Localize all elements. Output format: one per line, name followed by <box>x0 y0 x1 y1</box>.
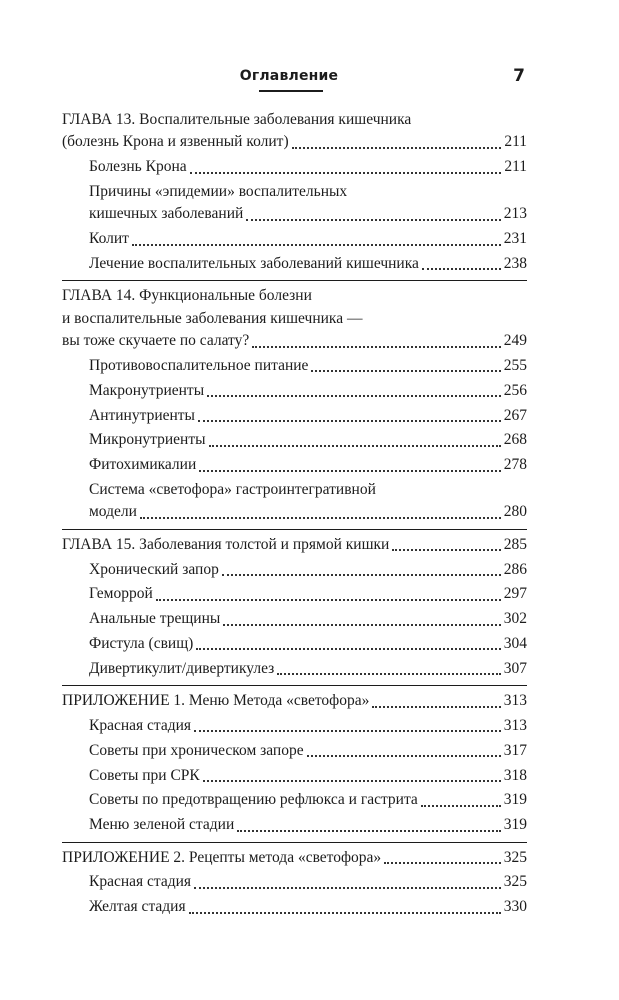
chapter-title: ГЛАВА 14. Функциональные болезни и воспалительные заболевания кишечника — <box>62 287 363 327</box>
dot-leader <box>311 369 500 372</box>
section-title: Антинутриенты <box>89 406 195 424</box>
page-ref: 267 <box>503 406 527 424</box>
section-title: Противовоспалительное питание <box>89 357 309 375</box>
page-ref: 297 <box>503 585 527 603</box>
dot-leader <box>372 705 500 708</box>
page-ref: 319 <box>503 791 527 809</box>
page-ref: 249 <box>503 332 527 350</box>
section-entry[interactable] <box>62 405 527 427</box>
section-title-line: Причины «эпидемии» воспалительных <box>89 183 348 200</box>
page-title: Оглавление <box>239 68 339 84</box>
page-ref: 231 <box>503 230 527 248</box>
page-ref: 313 <box>503 717 527 734</box>
page-ref: 330 <box>503 898 527 916</box>
dot-leader <box>252 345 501 348</box>
section-title: Микронутриенты <box>89 431 206 449</box>
page-ref: 325 <box>503 848 527 866</box>
page-ref: 255 <box>503 357 527 375</box>
section-title: Колит <box>89 230 129 248</box>
dot-leader <box>140 516 501 519</box>
page-ref: 211 <box>504 133 527 151</box>
section-entry[interactable] <box>62 814 527 836</box>
toc-chapter <box>62 685 527 838</box>
dot-leader <box>307 754 501 757</box>
toc-chapter <box>62 280 527 525</box>
section-entry[interactable] <box>62 633 527 655</box>
section-entry[interactable] <box>62 871 527 893</box>
page-ref: 280 <box>503 503 527 521</box>
dot-leader <box>199 469 500 472</box>
toc-chapter <box>62 842 527 921</box>
chapter-title-last-line: вы тоже скучаете по салату? <box>62 332 250 350</box>
section-entry[interactable] <box>62 429 527 451</box>
section-entry[interactable] <box>62 740 527 762</box>
dot-leader <box>209 444 501 447</box>
section-entry[interactable] <box>62 559 527 581</box>
page-ref: 319 <box>503 816 527 834</box>
page-ref: 256 <box>503 381 527 399</box>
dot-leader <box>190 171 502 174</box>
page-ref: 304 <box>503 635 527 652</box>
chapter-entry[interactable] <box>62 847 527 869</box>
page-ref: 286 <box>503 560 527 578</box>
section-entry[interactable] <box>62 454 527 476</box>
dot-leader <box>277 672 500 675</box>
page-ref: 268 <box>503 431 527 449</box>
dot-leader <box>194 886 501 889</box>
page-ref: 313 <box>503 692 527 710</box>
chapter-title-last-line: (болезнь Крона и язвенный колит) <box>62 133 289 151</box>
page-ref: 302 <box>503 610 527 628</box>
dot-leader <box>132 243 501 246</box>
section-title: Красная стадия <box>89 873 192 891</box>
dot-leader <box>196 647 500 650</box>
dot-leader <box>222 573 501 576</box>
section-title: Геморрой <box>89 585 153 603</box>
page-ref: 278 <box>503 456 527 474</box>
section-title: Хронический запор <box>89 560 219 578</box>
table-of-contents <box>62 107 527 921</box>
toc-chapter <box>62 107 527 277</box>
section-entry[interactable] <box>62 789 527 811</box>
chapter-entry[interactable] <box>62 131 527 153</box>
page-ref: 325 <box>503 873 527 891</box>
page-ref: 307 <box>503 659 527 677</box>
chapter-title: ГЛАВА 13. Воспалительные заболевания кишечника <box>62 111 412 128</box>
dot-leader <box>237 829 501 832</box>
section-entry[interactable] <box>62 583 527 605</box>
page-ref: 318 <box>503 766 527 784</box>
dot-leader <box>156 598 501 601</box>
dot-leader <box>384 861 501 864</box>
toc-chapter <box>62 529 527 682</box>
chapter-entry[interactable] <box>62 330 527 352</box>
section-title: Болезнь Крона <box>89 158 187 176</box>
page-ref: 238 <box>503 255 527 272</box>
section-entry[interactable] <box>62 203 527 225</box>
page-ref: 317 <box>503 741 527 759</box>
page-header <box>0 62 619 102</box>
dot-leader <box>421 804 501 807</box>
dot-leader <box>292 146 502 149</box>
section-title: Советы по предотвращению рефлюкса и гастрита <box>89 791 418 809</box>
dot-leader <box>198 419 501 422</box>
chapter-title-last-line: ПРИЛОЖЕНИЕ 1. Меню Метода «светофора» <box>62 692 370 710</box>
section-title-first-line <box>62 181 527 203</box>
dot-leader <box>189 911 501 914</box>
section-title-line: Система «светофора» гастроинтегративной <box>89 481 376 498</box>
chapter-entry[interactable] <box>62 690 527 712</box>
section-title: кишечных заболеваний <box>89 205 244 223</box>
section-title: Анальные трещины <box>89 610 221 628</box>
page-number: 7 <box>513 66 525 86</box>
dot-leader <box>422 267 501 270</box>
dot-leader <box>207 394 501 397</box>
section-entry[interactable] <box>62 608 527 630</box>
section-entry[interactable] <box>62 228 527 250</box>
section-entry[interactable] <box>62 355 527 377</box>
dot-leader <box>246 218 500 221</box>
section-title: Лечение воспалительных заболеваний кишечника <box>89 255 419 272</box>
dot-leader <box>194 729 501 732</box>
dot-leader <box>223 623 500 626</box>
chapter-title-last-line: ГЛАВА 15. Заболевания толстой и прямой кишки <box>62 535 390 553</box>
section-entry[interactable] <box>62 715 527 737</box>
chapter-title-last-line: ПРИЛОЖЕНИЕ 2. Рецепты метода «светофора» <box>62 848 382 866</box>
section-entry[interactable] <box>62 253 527 275</box>
chapter-entry[interactable] <box>62 534 527 556</box>
section-title: Фитохимикалии <box>89 456 197 474</box>
section-entry[interactable] <box>62 765 527 787</box>
title-underline <box>259 90 323 92</box>
section-entry[interactable] <box>62 896 527 918</box>
section-title: Меню зеленой стадии <box>89 816 235 834</box>
section-title: Красная стадия <box>89 717 192 734</box>
section-title-first-line <box>62 479 527 501</box>
dot-leader <box>392 548 500 551</box>
section-title: Дивертикулит/дивертикулез <box>89 659 275 677</box>
section-title: Макронутриенты <box>89 381 205 399</box>
page-ref: 285 <box>503 535 527 553</box>
section-entry[interactable] <box>62 156 527 178</box>
section-entry[interactable] <box>62 501 527 523</box>
section-title: Советы при СРК <box>89 766 200 784</box>
section-title: Желтая стадия <box>89 898 186 916</box>
section-title: Советы при хроническом запоре <box>89 741 304 759</box>
section-title: Фистула (свищ) <box>89 635 194 652</box>
page-ref: 211 <box>504 158 527 176</box>
section-entry[interactable] <box>62 658 527 680</box>
section-title: модели <box>89 503 137 521</box>
section-entry[interactable] <box>62 380 527 402</box>
page-ref: 213 <box>503 205 527 223</box>
dot-leader <box>203 779 501 782</box>
